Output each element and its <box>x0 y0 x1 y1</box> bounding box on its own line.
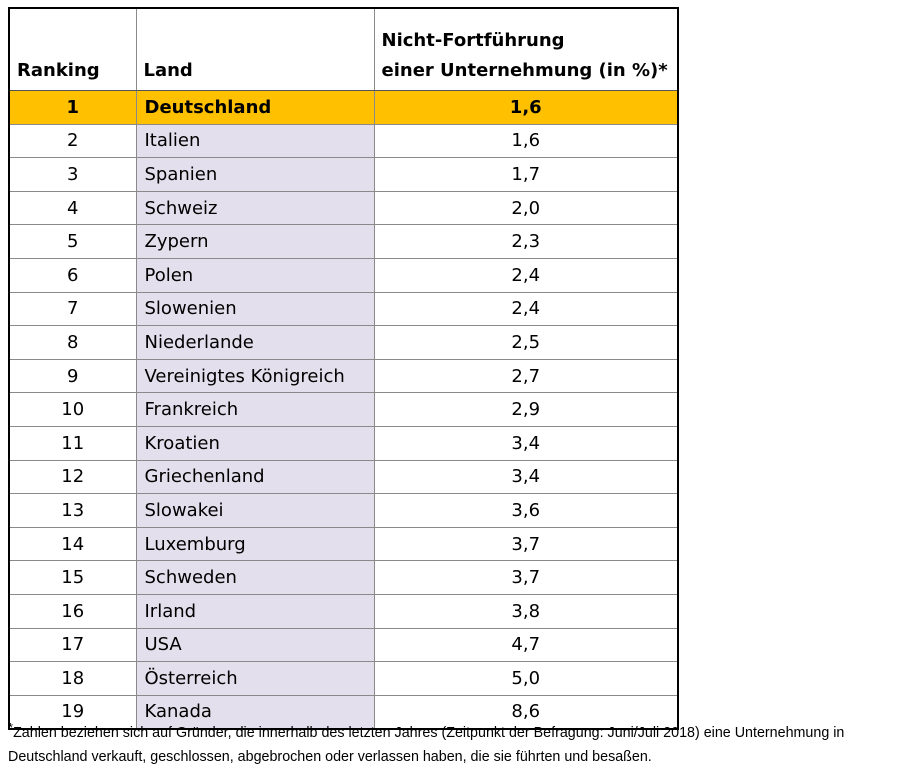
rank-cell: 12 <box>9 460 136 494</box>
header-value-line2: einer Unternehmung (in %)* <box>381 60 668 81</box>
table-row <box>9 326 678 360</box>
land-cell: Spanien <box>136 158 374 192</box>
land-cell: Kanada <box>136 695 374 729</box>
table-row <box>9 460 678 494</box>
land-cell: Frankreich <box>136 393 374 427</box>
rank-cell: 10 <box>9 393 136 427</box>
value-cell: 2,4 <box>374 292 678 326</box>
land-cell: Polen <box>136 258 374 292</box>
land-cell: Slowakei <box>136 494 374 528</box>
land-cell: Griechenland <box>136 460 374 494</box>
table-row <box>9 393 678 427</box>
value-cell: 2,9 <box>374 393 678 427</box>
land-cell: Österreich <box>136 662 374 696</box>
footnote-marker: * <box>8 720 14 735</box>
rank-cell: 16 <box>9 594 136 628</box>
land-cell: USA <box>136 628 374 662</box>
value-cell: 2,4 <box>374 258 678 292</box>
rank-cell: 17 <box>9 628 136 662</box>
rank-cell: 18 <box>9 662 136 696</box>
rank-cell: 11 <box>9 426 136 460</box>
value-cell: 3,4 <box>374 460 678 494</box>
land-cell: Italien <box>136 124 374 158</box>
table-row <box>9 628 678 662</box>
header-value-line1: Nicht-Fortführung <box>381 30 565 51</box>
value-cell: 2,3 <box>374 225 678 259</box>
value-cell: 1,6 <box>374 124 678 158</box>
value-cell: 3,7 <box>374 561 678 595</box>
value-cell: 3,6 <box>374 494 678 528</box>
rank-cell: 13 <box>9 494 136 528</box>
rank-cell: 15 <box>9 561 136 595</box>
value-cell: 3,8 <box>374 594 678 628</box>
table-row <box>9 494 678 528</box>
land-cell: Niederlande <box>136 326 374 360</box>
value-cell: 2,0 <box>374 191 678 225</box>
header-land: Land <box>136 8 374 91</box>
land-cell: Zypern <box>136 225 374 259</box>
land-cell: Vereinigtes Königreich <box>136 359 374 393</box>
rank-cell: 1 <box>9 91 136 125</box>
land-cell: Slowenien <box>136 292 374 326</box>
value-cell: 1,6 <box>374 91 678 125</box>
rank-cell: 7 <box>9 292 136 326</box>
table-row <box>9 91 678 125</box>
table-row <box>9 158 678 192</box>
value-cell: 5,0 <box>374 662 678 696</box>
rank-cell: 8 <box>9 326 136 360</box>
table-row <box>9 662 678 696</box>
land-cell: Irland <box>136 594 374 628</box>
table-row <box>9 527 678 561</box>
value-cell: 2,5 <box>374 326 678 360</box>
land-cell: Schweden <box>136 561 374 595</box>
table-row <box>9 359 678 393</box>
rank-cell: 14 <box>9 527 136 561</box>
rank-cell: 9 <box>9 359 136 393</box>
land-cell: Deutschland <box>136 91 374 125</box>
value-cell: 3,4 <box>374 426 678 460</box>
value-cell: 4,7 <box>374 628 678 662</box>
value-cell: 3,7 <box>374 527 678 561</box>
table-row <box>9 124 678 158</box>
rank-cell: 4 <box>9 191 136 225</box>
value-cell: 1,7 <box>374 158 678 192</box>
ranking-table <box>8 7 679 730</box>
land-cell: Luxemburg <box>136 527 374 561</box>
rank-cell: 5 <box>9 225 136 259</box>
table-row <box>9 594 678 628</box>
table-row <box>9 561 678 595</box>
ranking-table-container <box>8 7 679 730</box>
value-cell: 8,6 <box>374 695 678 729</box>
value-cell: 2,7 <box>374 359 678 393</box>
table-row <box>9 191 678 225</box>
table-row <box>9 225 678 259</box>
land-cell: Kroatien <box>136 426 374 460</box>
table-row <box>9 292 678 326</box>
rank-cell: 3 <box>9 158 136 192</box>
rank-cell: 6 <box>9 258 136 292</box>
table-header-row <box>9 8 678 91</box>
table-row <box>9 426 678 460</box>
header-value <box>374 8 678 91</box>
footnote <box>8 716 918 769</box>
table-row <box>9 258 678 292</box>
footnote-text: Zahlen beziehen sich auf Gründer, die innerhalb des letzten Jahres (Zeitpunkt der Befragung: Juni/Juli 2018) eine Unternehmung in Deutschland verkauft, geschlossen, abgebrochen oder verlassen haben, die sie führten und besaßen. <box>8 725 845 765</box>
header-ranking: Ranking <box>9 8 136 91</box>
land-cell: Schweiz <box>136 191 374 225</box>
rank-cell: 19 <box>9 695 136 729</box>
rank-cell: 2 <box>9 124 136 158</box>
